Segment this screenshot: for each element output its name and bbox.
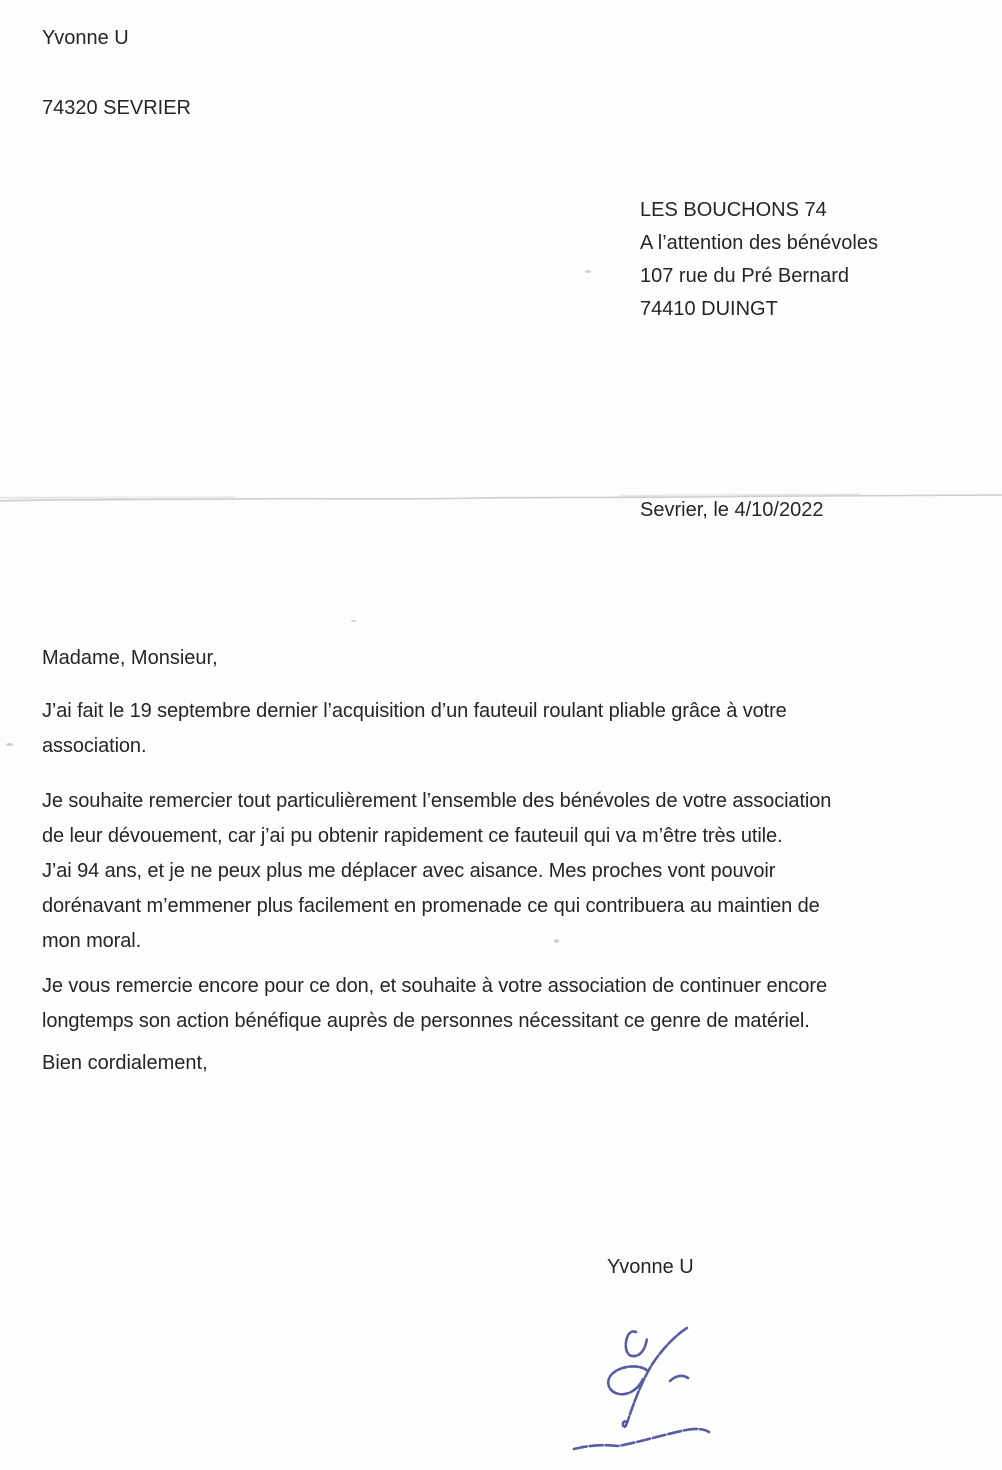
sender-city: 74320 SEVRIER xyxy=(42,97,191,119)
recipient-line-street: 107 rue du Pré Bernard xyxy=(640,265,850,287)
salutation: Madame, Monsieur, xyxy=(42,647,218,669)
paragraph-1-line: J’ai fait le 19 septembre dernier l’acquisition d’un fauteuil roulant pliable grâce à votre xyxy=(42,700,787,722)
recipient-line-city: 74410 DUINGT xyxy=(640,298,778,320)
scan-speckle xyxy=(6,743,13,746)
scan-speckle xyxy=(585,270,591,273)
paragraph-2 xyxy=(42,784,831,959)
recipient-address xyxy=(640,194,878,326)
paragraph-2-line: dorénavant m’emmener plus facilement en promenade ce qui contribuera au maintien de xyxy=(42,895,820,917)
recipient-line-org: LES BOUCHONS 74 xyxy=(640,199,827,221)
paragraph-2-line: Je souhaite remercier tout particulièrement l’ensemble des bénévoles de votre association xyxy=(42,790,832,812)
paragraph-3 xyxy=(42,969,827,1039)
paragraph-3-line: Je vous remercie encore pour ce don, et souhaite à votre association de continuer encore xyxy=(42,975,827,997)
paragraph-1 xyxy=(42,694,787,764)
dateline: Sevrier, le 4/10/2022 xyxy=(640,499,824,521)
scan-speckle xyxy=(554,939,559,943)
scan-speckle xyxy=(351,620,356,622)
sender-name: Yvonne U xyxy=(42,27,129,49)
paragraph-1-line: association. xyxy=(42,735,147,757)
recipient-line-attention: A l’attention des bénévoles xyxy=(640,232,878,254)
scan-artifact-line xyxy=(0,488,1002,504)
closing: Bien cordialement, xyxy=(42,1052,208,1074)
paragraph-2-line: J’ai 94 ans, et je ne peux plus me déplacer avec aisance. Mes proches vont pouvoir xyxy=(42,860,776,882)
paragraph-2-line: de leur dévouement, car j’ai pu obtenir rapidement ce fauteuil qui va m’être très utile. xyxy=(42,825,783,847)
paragraph-3-line: longtemps son action bénéfique auprès de personnes nécessitant ce genre de matériel. xyxy=(42,1010,810,1032)
handwritten-signature-graphic xyxy=(555,1310,730,1465)
paragraph-2-line: mon moral. xyxy=(42,930,142,952)
signature-typed-name: Yvonne U xyxy=(607,1256,694,1278)
